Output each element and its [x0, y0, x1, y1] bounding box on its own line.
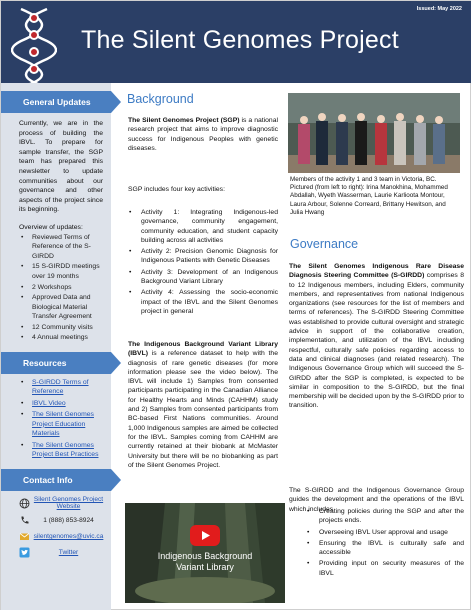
issue-date: Issued: May 2022 — [416, 6, 462, 12]
updates-list — [1, 233, 111, 344]
ibvl-paragraph: The Indigenous Background Variant Library (IBVL) is a reference dataset to help with the diagnosis of rare genetic diseases (for more information please see the video below). The IBVL will include 1) Samples from consented participants participating in the Canadian Alliance for Healthy Hearts and Minds (CAHHM) study and 2) Samples from consented participants from BC-based First Nations communities. Around 1,000 Indigenous samples are aimed be collected for the IBVL. Samples coming from CAHHM are currently retained at their biobank at McMaster University but there will be no biobanking as part of the Silent Genomes Project. — [128, 341, 278, 469]
link-education-materials[interactable]: The Silent Genomes Project Education Materials — [32, 411, 94, 438]
contact-twitter-row — [1, 542, 111, 558]
link-ibvl-video[interactable]: IBVL Video — [32, 399, 66, 407]
ibvl-video-thumbnail[interactable] — [125, 503, 285, 603]
background-paragraph-2: SGP includes four key activities: — [128, 186, 225, 193]
overview-label: Overview of updates: — [19, 223, 83, 231]
list-item: • Approved Data and Biological Material Transfer Agreement — [19, 293, 105, 322]
sidebar — [1, 83, 111, 610]
list-item: • 12 Community visits — [19, 323, 105, 333]
link-best-practices[interactable]: The Silent Genomes Project Best Practices — [32, 441, 99, 458]
website-link[interactable]: Silent Genomes Project Website — [33, 496, 104, 511]
play-icon[interactable] — [190, 525, 220, 546]
list-item: • 15 S-GIRDD meetings over 19 months — [19, 262, 105, 281]
phone-icon — [19, 515, 30, 526]
phone-number: 1 (888) 853-8924 — [43, 517, 94, 525]
contact-website-row — [1, 491, 111, 510]
email-icon — [19, 531, 30, 542]
governance-list — [301, 507, 464, 580]
team-photo — [288, 93, 460, 173]
resources-heading: Resources — [1, 352, 111, 374]
list-item: • Activity 2: Precision Genomic Diagnosis for Indigenous Patients with Genetic Diseases — [123, 247, 278, 266]
contact-email-row — [1, 526, 111, 542]
general-updates-intro: Currently, we are in the process of building the IBVL. To prepare for sample transfer, the SGP team has prepared this newsletter to update communities about our governance and other aspects of the project since its beginning. — [19, 120, 103, 214]
contact-heading: Contact Info — [1, 469, 111, 491]
list-item: • Providing input on security measures of the IBVL — [301, 559, 464, 578]
header-banner — [1, 1, 471, 83]
background-heading: Background — [127, 92, 194, 106]
list-item: • Reviewed Terms of Reference of the S-GIRDD — [19, 233, 105, 262]
activities-list — [123, 208, 278, 318]
list-item: • 2 Workshops — [19, 283, 105, 293]
photo-caption: Members of the activity 1 and 3 team in Victoria, BC. Pictured (from left to right): Irina Manokhina, Mohammed Abdallah, Wyeth Wasserman, Laurie Karlioota Montour, Laura Arbour, Solenne Correard, Brittany Hewitson, and Julia Hwang — [290, 176, 448, 216]
link-terms-of-reference[interactable]: S-GIRDD Terms of Reference — [32, 379, 89, 396]
newsletter-title: The Silent Genomes Project — [81, 26, 399, 54]
governance-heading: Governance — [290, 237, 359, 251]
list-item: • 4 Annual meetings — [19, 333, 105, 343]
resources-list — [1, 374, 111, 459]
contact-phone-row — [1, 510, 111, 526]
globe-icon — [19, 498, 30, 509]
governance-paragraph-1: The Silent Genomes Indigenous Rare Disease Diagnosis Steering Committee (S-GIRDD) comprises 8 to 12 Indigenous members, including Elders, community members, and representatives from national Indigenous organizations (see resources for the list of members and terms of references). The S-GIRDD Steering Committee was established to provide cultural oversight and strategic advice in support of the collaborative creation, implementation, and utilization of the IBVL including respectful, culturally safe policies regarding access to data and clinical diagnoses (and related research). The Indigenous Governance Group which will succeed the S-GIRDD after the SGP is completed, is expected to be similar in composition to the S-GIRDD, but the final membership will be decided upon by the S-GIRDD prior to transition. — [289, 263, 464, 410]
list-item: • Activity 3: Development of an Indigenous Background Variant Library — [123, 268, 278, 287]
list-item: • Activity 4: Assessing the socio-economic impact of the IBVL and the Silent Genomes project in general — [123, 288, 278, 316]
list-item: • Creating policies during the SGP and after the projects ends. — [301, 507, 464, 526]
video-title: Indigenous Background Variant Library — [157, 551, 253, 572]
general-updates-heading: General Updates — [1, 91, 111, 113]
list-item: • Overseeing IBVL User approval and usage — [301, 528, 464, 537]
background-paragraph-1: The Silent Genomes Project (SGP) is a national research project that aims to improve diagnostic success for Indigenous Peoples with genetic diseases. — [128, 117, 278, 152]
governance-paragraph-2: The S-GIRDD and the Indigenous Governance Group guides the development and the operations of the IBVL which includes — [289, 487, 464, 513]
twitter-icon — [19, 547, 30, 558]
email-link[interactable]: silentgenomes@uvic.ca — [33, 533, 104, 541]
list-item: • Activity 1: Integrating Indigenous-led governance, community engagement, community education, and student capacity building across all activities — [123, 208, 278, 245]
twitter-link[interactable]: Twitter — [58, 549, 79, 557]
dna-logo-icon — [11, 7, 57, 87]
list-item: • Ensuring the IBVL is culturally safe and accessible — [301, 539, 464, 558]
